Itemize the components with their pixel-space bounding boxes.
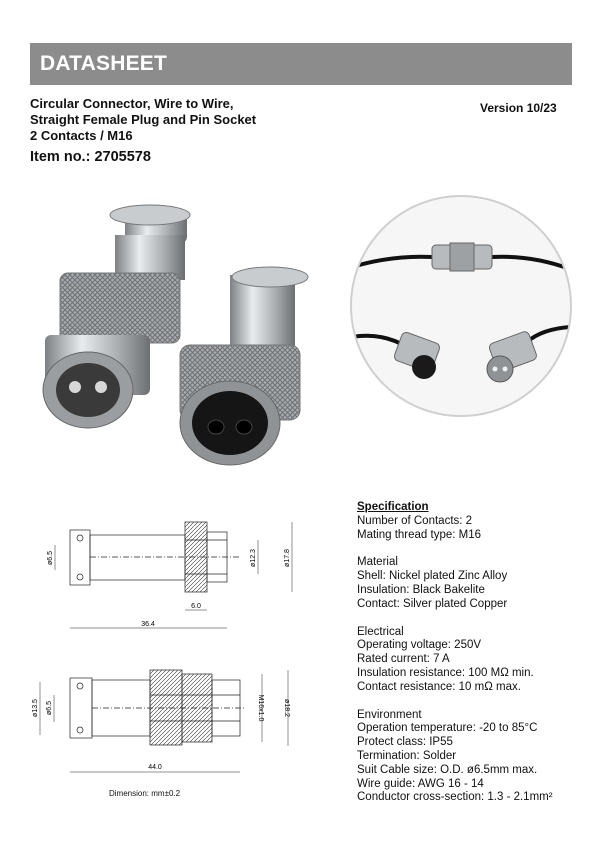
title-line: 2 Contacts / M16 <box>30 128 133 143</box>
specification-block <box>357 501 553 805</box>
dimension-note: Dimension: mm±0.2 <box>109 789 181 798</box>
material-heading: Material <box>357 556 398 569</box>
spec-line: Contact resistance: 10 mΩ max. <box>357 680 521 693</box>
spec-line: Rated current: 7 A <box>357 653 450 666</box>
dim-top-d2: ø12.3 <box>250 549 257 567</box>
spec-line: Shell: Nickel plated Zinc Alloy <box>357 570 508 583</box>
spec-line: Operating voltage: 250V <box>357 639 482 652</box>
dim-bottom-w: 44.0 <box>148 764 162 771</box>
spec-line: Wire guide: AWG 16 - 14 <box>357 777 484 790</box>
title-line: Straight Female Plug and Pin Socket <box>30 112 257 127</box>
electrical-heading: Electrical <box>357 625 404 638</box>
spec-line: Insulation resistance: 100 MΩ min. <box>357 666 534 679</box>
spec-line: Insulation: Black Bakelite <box>357 583 485 596</box>
dim-bottom-d2: ø6.5 <box>46 700 53 716</box>
dim-bottom-thread: M16x1.0 <box>257 694 264 722</box>
dim-top-w1: 6.0 <box>191 603 201 610</box>
spec-line: Operation temperature: -20 to 85°C <box>357 722 538 735</box>
spec-line: Number of Contacts: 2 <box>357 514 473 527</box>
female-plug-image <box>180 267 308 465</box>
product-title <box>30 96 330 144</box>
dim-bottom-d3: ø18.2 <box>283 699 290 717</box>
spec-line: Contact: Silver plated Copper <box>357 597 508 610</box>
datasheet-banner <box>30 43 572 85</box>
dim-top-d3: ø17.8 <box>284 549 291 567</box>
bottom-view <box>70 670 245 745</box>
item-number: Item no.: 2705578 <box>30 149 151 165</box>
title-line: Circular Connector, Wire to Wire, <box>30 96 234 111</box>
spec-line: Mating thread type: M16 <box>357 528 482 541</box>
male-plug-image <box>43 205 190 428</box>
dim-top-d1: ø6.5 <box>47 550 54 566</box>
spec-heading: Specification <box>357 501 429 513</box>
version-label: Version 10/23 <box>480 101 557 115</box>
spec-line: Termination: Solder <box>357 749 457 762</box>
technical-drawing <box>30 510 330 780</box>
banner-title: DATASHEET <box>40 52 168 75</box>
top-view <box>70 522 240 592</box>
spec-line: Suit Cable size: O.D. ø6.5mm max. <box>357 763 538 776</box>
connector-photo <box>30 195 330 485</box>
dim-top-w2: 36.4 <box>141 621 155 628</box>
dim-bottom-d1: ø13.5 <box>32 699 39 717</box>
spec-line: Protect class: IP55 <box>357 736 453 749</box>
mated-connector-photo <box>350 195 572 417</box>
spec-line: Conductor cross-section: 1.3 - 2.1mm² <box>357 791 553 804</box>
environment-heading: Environment <box>357 708 422 721</box>
